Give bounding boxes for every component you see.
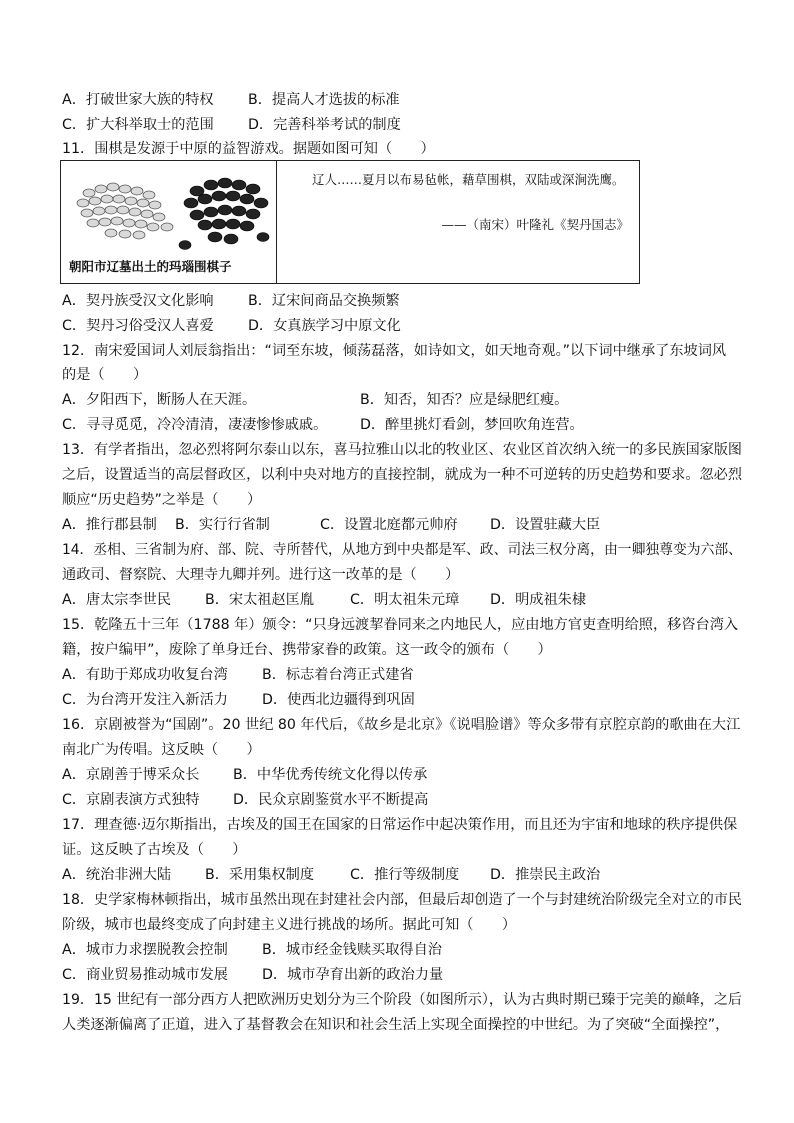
- q13-option-c[interactable]: C．设置北庭都元帅府: [320, 517, 458, 533]
- q18-stem-line1: 18．史学家梅林顿指出，城市虽然出现在封建社会内部，但最后却创造了一个与封建统治阶级完全对立的市民: [62, 892, 743, 908]
- q19-stem-line1: 19．15 世纪有一部分西方人把欧洲历史划分为三个阶段（如图所示），认为古典时期已臻于完美的巅峰，之后: [62, 992, 742, 1008]
- q18-option-b[interactable]: B．城市经金钱赎买取得自治: [262, 942, 442, 958]
- q16-stem-line1: 16．京剧被誉为“国剧”。20 世纪 80 年代后，《故乡是北京》《说唱脸谱》等众多带有京腔京韵的歌曲在大江: [62, 717, 741, 733]
- q19-stem-line2: 人类逐渐偏离了正道，进入了基督教会在知识和社会生活上实现全面操控的中世纪。为了突破“全面操控”，: [62, 1017, 730, 1033]
- q17-stem-line2: 证。这反映了古埃及（ ）: [62, 842, 247, 858]
- q18-option-c[interactable]: C．商业贸易推动城市发展: [62, 967, 228, 983]
- q10-option-a[interactable]: A．打破世家大族的特权: [62, 92, 214, 108]
- q15-option-b[interactable]: B．标志着台湾正式建省: [262, 667, 414, 683]
- q12-option-a[interactable]: A．夕阳西下，断肠人在天涯。: [62, 392, 257, 408]
- q15-option-d[interactable]: D．使西北边疆得到巩固: [262, 692, 415, 708]
- q11-figure-box: [60, 160, 640, 284]
- q12-option-d[interactable]: D．醉里挑灯看剑，梦回吹角连营。: [360, 417, 584, 433]
- q16-option-d[interactable]: D．民众京剧鉴赏水平不断提高: [233, 792, 429, 808]
- q13-option-d[interactable]: D．设置驻藏大臣: [490, 517, 601, 533]
- q18-option-d[interactable]: D．城市孕育出新的政治力量: [262, 967, 444, 983]
- q14-stem-line2: 通政司、督察院、大理寺九卿并列。进行这一改革的是（ ）: [62, 567, 460, 583]
- q14-option-a[interactable]: A．唐太宗李世民: [62, 592, 172, 608]
- q15-option-a[interactable]: A．有助于郑成功收复台湾: [62, 667, 228, 683]
- q16-stem-line2: 南北广为传唱。这反映（ ）: [62, 742, 261, 758]
- q10-option-c[interactable]: C．扩大科举取士的范围: [62, 117, 214, 133]
- q17-option-b[interactable]: B．采用集权制度: [205, 867, 315, 883]
- figure-caption: 朝阳市辽墓出土的玛瑙围棋子: [69, 259, 232, 274]
- q10-option-d[interactable]: D．完善科举考试的制度: [248, 117, 401, 133]
- go-stones-photo: [67, 165, 272, 261]
- q12-option-b[interactable]: B．知否，知否？应是绿肥红瘦。: [360, 392, 569, 408]
- q18-option-a[interactable]: A．城市力求摆脱教会控制: [62, 942, 228, 958]
- q13-stem-line3: 顺应“历史趋势”之举是（ ）: [62, 492, 262, 508]
- q13-stem-line1: 13．有学者指出，忽必烈将阿尔泰山以东，喜马拉雅山以北的牧业区、农业区首次纳入统一的多民族国家版图: [62, 442, 743, 458]
- q14-stem-line1: 14．丞相、三省制为府、部、院、寺所替代，从地方到中央都是军、政、司法三权分离，由一卿独尊变为六部、: [62, 542, 742, 558]
- q17-option-d[interactable]: D．推崇民主政治: [490, 867, 601, 883]
- q10-option-b[interactable]: B．提高人才选拔的标准: [248, 92, 400, 108]
- q14-option-c[interactable]: C．明太祖朱元璋: [350, 592, 460, 608]
- q17-option-a[interactable]: A．统治非洲大陆: [62, 867, 172, 883]
- q15-stem-line1: 15．乾隆五十三年（1788 年）颁令：“只身远渡挈眷同来之内地民人，应由地方官吏查明给照，移咨台湾入: [62, 617, 739, 633]
- q12-option-c[interactable]: C．寻寻觅觅，冷冷清清，凄凄惨惨戚戚。: [62, 417, 328, 433]
- q13-stem-line2: 之后，设置适当的高层督政区，以利中央对地方的直接控制，就成为一种不可逆转的历史趋势和要求。忽必烈: [62, 467, 742, 483]
- q13-option-a[interactable]: A．推行郡县制: [62, 517, 157, 533]
- q17-stem-line1: 17．理查德·迈尔斯指出，古埃及的国王在国家的日常运作中起决策作用，而且还为宇宙和地球的秩序提供保: [62, 817, 738, 833]
- q11-option-c[interactable]: C．契丹习俗受汉人喜爱: [62, 318, 214, 334]
- q11-option-a[interactable]: A．契丹族受汉文化影响: [62, 293, 214, 309]
- q16-option-a[interactable]: A．京剧善于博采众长: [62, 767, 200, 783]
- q13-option-b[interactable]: B．实行行省制: [175, 517, 270, 533]
- q15-option-c[interactable]: C．为台湾开发注入新活力: [62, 692, 228, 708]
- q16-option-b[interactable]: B．中华优秀传统文化得以传承: [233, 767, 428, 783]
- q12-stem-line2: 的是（ ）: [62, 367, 148, 383]
- q12-stem-line1: 12．南宋爱国词人刘辰翁指出：“词至东坡，倾荡磊落，如诗如文，如天地奇观。”以下词中继承了东坡词风: [62, 343, 727, 359]
- figure-quote: 辽人……夏月以布易毡帐，藉草围棋，双陆或深涧洗鹰。: [312, 172, 625, 187]
- q11-stem: 11．围棋是发源于中原的益智游戏。据题如图可知（ ）: [62, 141, 435, 157]
- q18-stem-line2: 阶级，城市也最终变成了向封建主义进行挑战的场所。据此可知（ ）: [62, 917, 517, 933]
- figure-divider: [276, 161, 277, 283]
- q11-option-b[interactable]: B．辽宋间商品交换频繁: [248, 293, 400, 309]
- figure-quote-source: ——（南宋）叶隆礼《契丹国志》: [441, 217, 629, 232]
- q14-option-d[interactable]: D．明成祖朱棣: [490, 592, 587, 608]
- q16-option-c[interactable]: C．京剧表演方式独特: [62, 792, 200, 808]
- q14-option-b[interactable]: B．宋太祖赵匡胤: [205, 592, 315, 608]
- q17-option-c[interactable]: C．推行等级制度: [350, 867, 460, 883]
- q11-option-d[interactable]: D．女真族学习中原文化: [248, 318, 401, 334]
- q15-stem-line2: 籍，按户编甲”，废除了单身迁台、携带家眷的政策。这一政令的颁布（ ）: [62, 642, 552, 658]
